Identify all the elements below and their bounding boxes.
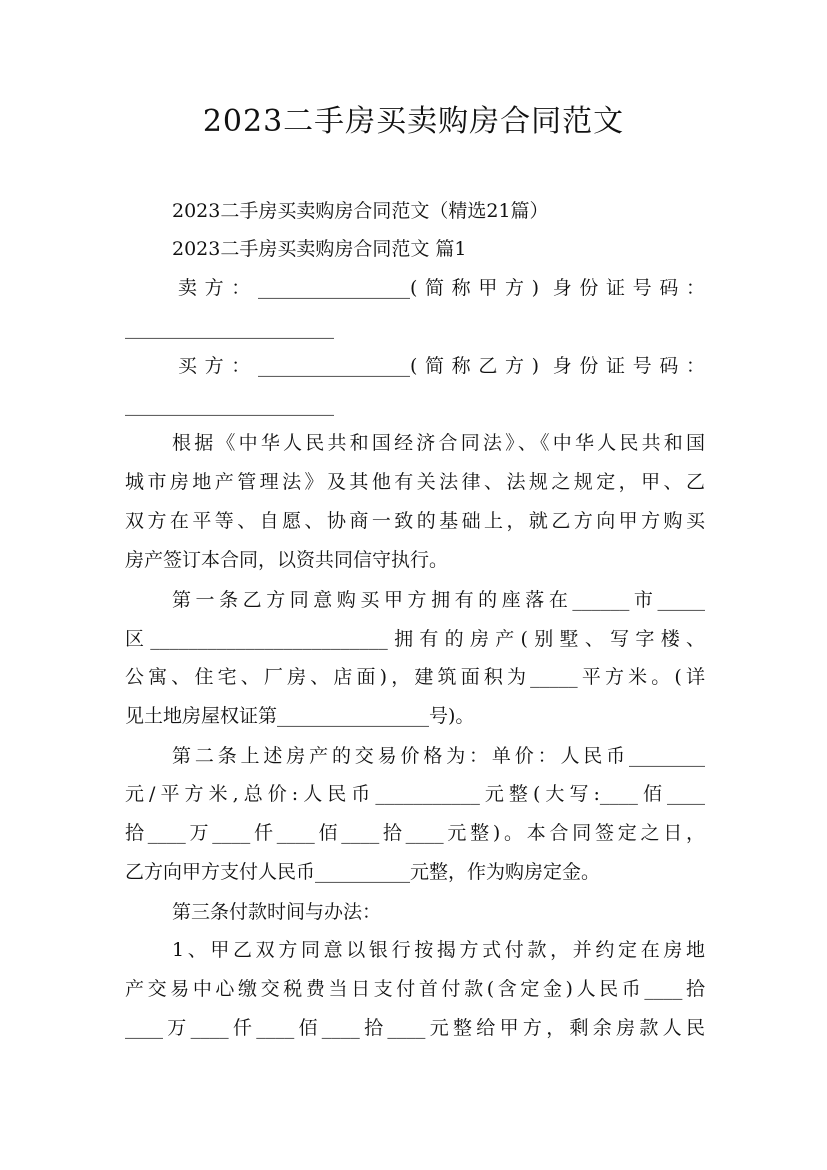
article-3-line: ____万____仟____佰____拾____元整给甲方，剩余房款人民 xyxy=(125,1017,705,1039)
paragraph-line: 根据《中华人民共和国经济合同法》、《中华人民共和国 xyxy=(172,432,705,454)
paragraph-line: 城市房地产管理法》及其他有关法律、法规之规定，甲、乙 xyxy=(125,471,705,493)
article-1-line: 公寓、住宅、厂房、店面)，建筑面积为_____平方米。(详 xyxy=(125,666,705,688)
paragraph-line: 房产签订本合同，以资共同信守执行。 xyxy=(125,549,449,571)
buyer-line: 买方：________________(简称乙方) 身份证号码： xyxy=(178,355,705,377)
article-2-line: 拾____万____仟____佰____拾____元整)。本合同签定之日， xyxy=(125,822,705,844)
article-1-line: 见土地房屋权证第________________号)。 xyxy=(125,705,475,727)
article-2-line: 乙方向甲方支付人民币__________元整，作为购房定金。 xyxy=(125,861,601,883)
article-3-line: 产交易中心缴交税费当日支付首付款(含定金)人民币____拾 xyxy=(125,978,705,1000)
buyer-id-blank: ______________________ xyxy=(125,394,334,416)
subtitle-line: 2023二手房买卖购房合同范文（精选21篇） xyxy=(172,200,549,222)
article-3-heading: 第三条付款时间与办法： xyxy=(172,901,382,923)
article-1-line: 区_________________________拥有的房产(别墅、写字楼、 xyxy=(125,628,705,650)
article-2-line: 第二条上述房产的交易价格为：单价：人民币________ xyxy=(172,745,705,767)
seller-line: 卖方：________________(简称甲方) 身份证号码： xyxy=(178,277,705,299)
article-1-line: 第一条乙方同意购买甲方拥有的座落在______市_____ xyxy=(172,589,705,611)
seller-id-blank: ______________________ xyxy=(125,317,334,339)
article-2-line: 元/平方米,总价:人民币___________元整(大写:____佰____ xyxy=(125,783,705,805)
article-3-line: 1、甲乙双方同意以银行按揭方式付款，并约定在房地 xyxy=(172,939,705,961)
document-title: 2023二手房买卖购房合同范文 xyxy=(202,104,625,139)
section-heading: 2023二手房买卖购房合同范文 篇1 xyxy=(172,238,467,260)
paragraph-line: 双方在平等、自愿、协商一致的基础上，就乙方向甲方购买 xyxy=(125,510,705,532)
